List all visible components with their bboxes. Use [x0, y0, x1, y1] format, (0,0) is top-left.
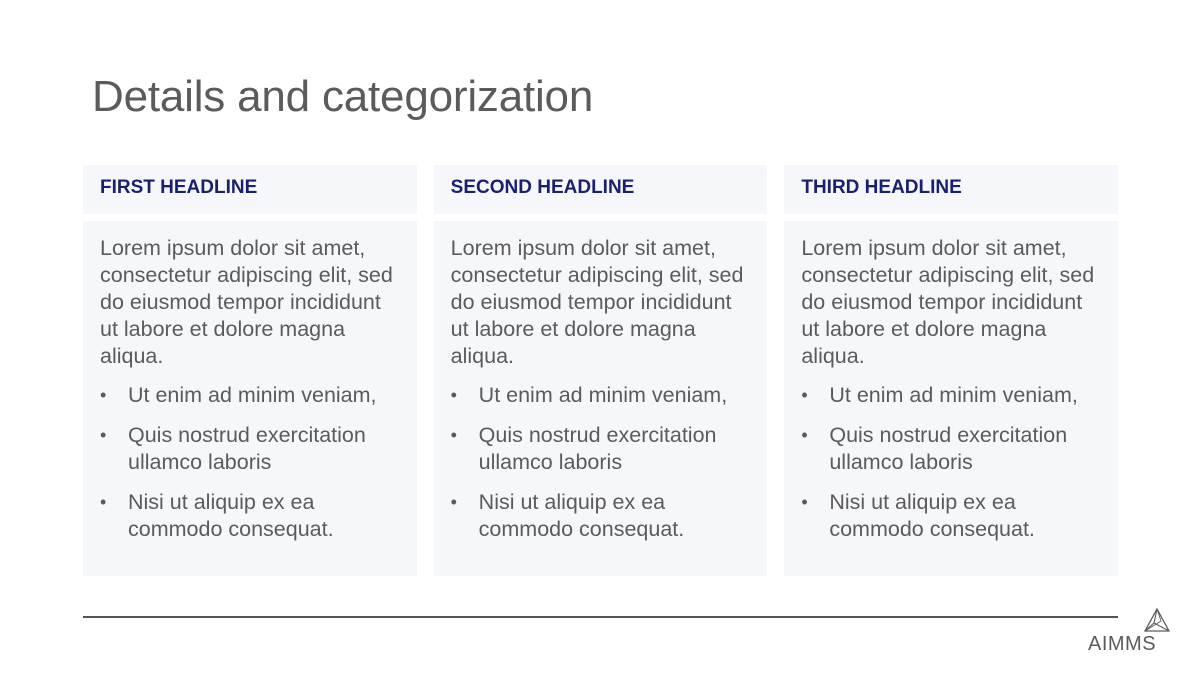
bullet-dot-icon: •	[100, 492, 107, 512]
bullet-text: Nisi ut aliquip ex ea commodo consequat.	[829, 490, 1035, 541]
bullet-item	[100, 422, 400, 476]
bullet-list	[801, 382, 1101, 543]
columns	[83, 165, 1118, 576]
column-body	[784, 221, 1118, 576]
bullet-item	[100, 382, 400, 409]
column-body	[83, 221, 417, 576]
column-third	[784, 165, 1118, 576]
column-headline: THIRD HEADLINE	[784, 165, 1118, 214]
column-body	[434, 221, 768, 576]
bullet-dot-icon: •	[801, 385, 808, 405]
bullet-item	[100, 489, 400, 543]
bullet-item	[801, 489, 1101, 543]
bullet-dot-icon: •	[450, 385, 457, 405]
bullet-item	[451, 489, 751, 543]
bullet-dot-icon: •	[801, 425, 808, 445]
bullet-text: Ut enim ad minim veniam,	[478, 383, 728, 407]
bullet-item	[451, 382, 751, 409]
aimms-logo	[1084, 606, 1174, 656]
column-paragraph: Lorem ipsum dolor sit amet, consectetur adipiscing elit, sed do eiusmod tempor incididunt ut labore et dolore magna aliqua.	[801, 236, 1095, 368]
aimms-logo-text: AIMMS	[1088, 633, 1157, 655]
bullet-dot-icon: •	[450, 492, 457, 512]
bullet-text: Nisi ut aliquip ex ea commodo consequat.	[128, 490, 334, 541]
bullet-text: Quis nostrud exercitation ullamco laboris	[829, 423, 1068, 474]
bullet-item	[801, 382, 1101, 409]
bullet-text: Ut enim ad minim veniam,	[829, 383, 1078, 407]
column-headline: FIRST HEADLINE	[83, 165, 417, 214]
bullet-item	[801, 422, 1101, 476]
footer-divider	[83, 616, 1118, 618]
bullet-text: Ut enim ad minim veniam,	[128, 383, 377, 407]
bullet-dot-icon: •	[100, 425, 107, 445]
bullet-dot-icon: •	[801, 492, 808, 512]
bullet-text: Quis nostrud exercitation ullamco laboris	[128, 423, 366, 474]
bullet-text: Nisi ut aliquip ex ea commodo consequat.	[478, 490, 685, 541]
column-headline: SECOND HEADLINE	[434, 165, 768, 214]
bullet-item	[451, 422, 751, 476]
bullet-dot-icon: •	[100, 385, 107, 405]
bullet-text: Quis nostrud exercitation ullamco laboris	[478, 423, 717, 474]
column-first	[83, 165, 417, 576]
aimms-triangle-logo-icon	[1144, 608, 1170, 632]
column-paragraph: Lorem ipsum dolor sit amet, consectetur adipiscing elit, sed do eiusmod tempor incididunt ut labore et dolore magna aliqua.	[100, 236, 393, 368]
bullet-list	[451, 382, 751, 543]
bullet-dot-icon: •	[450, 425, 457, 445]
slide-title: Details and categorization	[92, 72, 594, 121]
column-paragraph: Lorem ipsum dolor sit amet, consectetur adipiscing elit, sed do eiusmod tempor incididunt ut labore et dolore magna aliqua.	[450, 236, 744, 368]
bullet-list	[100, 382, 400, 543]
column-second	[434, 165, 768, 576]
